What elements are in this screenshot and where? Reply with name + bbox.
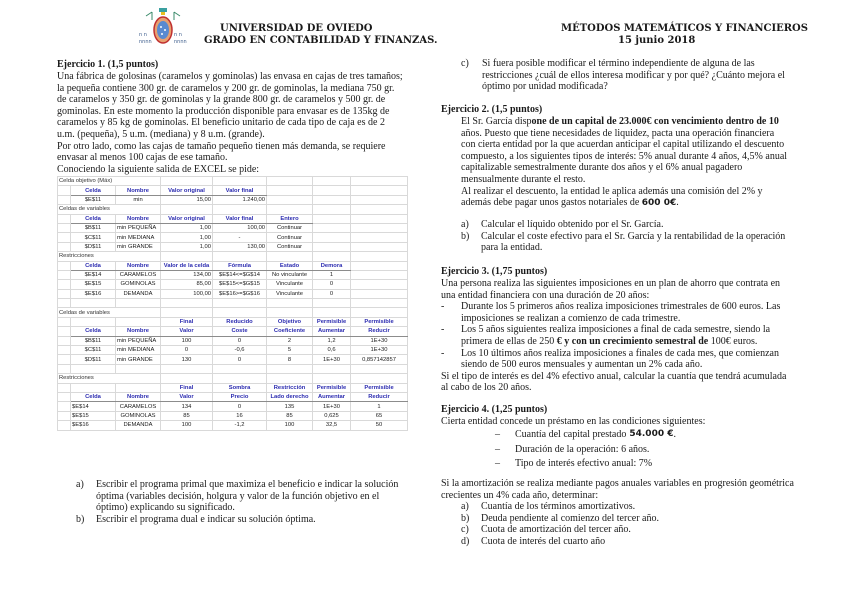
table-cell: 1: [351, 402, 408, 411]
table-cell: Lado derecho: [267, 392, 313, 401]
table-cell: Nombre: [116, 214, 161, 223]
table-cell: [351, 195, 408, 204]
table-cell: CARAMELOS: [116, 270, 161, 279]
table-header-row: [58, 186, 408, 195]
table-cell: $C$11: [71, 346, 116, 355]
table-cell: Precio: [213, 392, 267, 401]
table-cell: [58, 346, 71, 355]
table-cell: Continuar: [267, 242, 313, 251]
table-cell: [351, 308, 408, 317]
table-cell: [58, 402, 71, 411]
table-cell: Celda: [71, 261, 116, 270]
table-cell: $D$11: [71, 355, 116, 364]
table-cell: 135: [267, 402, 313, 411]
exercise-3-title: Ejercicio 3. (1,75 puntos): [441, 266, 548, 277]
table-cell: 15,00: [161, 195, 213, 204]
table-cell: 130: [161, 355, 213, 364]
table-cell: 0,625: [313, 411, 351, 420]
table-cell: Final: [161, 317, 213, 326]
table-cell: [71, 364, 116, 373]
table-cell: [58, 364, 71, 373]
table-cell: DEMANDA: [116, 421, 161, 430]
table-cell: $E$16: [71, 289, 116, 298]
question-item: b) Deuda pendiente al comienzo del tercer año.: [461, 512, 659, 524]
table-cell: -: [213, 233, 267, 242]
table-cell: 1.240,00: [213, 195, 267, 204]
table-cell: Fórmula: [213, 261, 267, 270]
table-cell: [58, 355, 71, 364]
table-cell: Aumentar: [313, 392, 351, 401]
table-cell: [213, 252, 267, 261]
table-cell: min: [116, 195, 161, 204]
question-item: b) Escribir el programa dual e indicar su solución óptima.: [76, 513, 316, 525]
table-cell: GOMINOLAS: [116, 280, 161, 289]
table-row: [58, 195, 408, 204]
table-header-row: [58, 383, 408, 392]
table-cell: min MEDIANA: [116, 346, 161, 355]
table-cell: Valor final: [213, 186, 267, 195]
table-row: [58, 421, 408, 430]
table-cell: min PEQUEÑA: [116, 336, 161, 345]
question-item: b) Calcular el coste efectivo para el Sr. García y la rentabilidad de la operación para la entidad.: [461, 230, 786, 254]
table-cell: [161, 252, 213, 261]
table-cell: [58, 317, 71, 326]
table-header-row: [58, 327, 408, 336]
table-cell: [351, 233, 408, 242]
table-cell: 100: [267, 421, 313, 430]
exercise-1-questions: [76, 479, 416, 525]
table-cell: 134,00: [161, 270, 213, 279]
exercise-1-statement: Una fábrica de golosinas (caramelos y gominolas) las envasa en cajas de tres tamaños; la pequeña contiene 300 gr. de caramelos y 200 gr. de gominolas, la mediana 750 gr. de caramelos y 350 gr. de gominolas y la grande 800 gr. de caramelos y 500 gr. de gominolas. En este momento la producción disponible para envasar es de 135kg de caramelos y 85 kg de gominolas. El beneficio unitario de cada tipo de caja es de 2 u.m. (pequeña), 5 u.m. (mediana) y 8 u.m. (grande). Por otro lado, como las cajas de tamaño pequeño tienen más demanda, se requiere envasar al menos 100 cajas de ese tamaño. Conociendo la siguiente salida de EXCEL se pide:: [57, 71, 403, 175]
table-cell: Celda: [71, 392, 116, 401]
exercise-3-statement: Una persona realiza las siguientes imposiciones en un plan de ahorro que contrata en una entidad financiera con una duración de 20 años: - Durante los 5 primeros años realiza imposiciones trimestrales de 600 euros. Las imposiciones se realizan a comienzo de cada trimestre. - Los 5 años siguientes realiza imposiciones a final de cada semestre, siendo la primera de ellas de 250 € y con un crecimiento semestral de 100€ euros. - Los 10 últimos años realiza imposiciones a finales de cada mes, que comienzan siendo de 500 euros mensuales y aumentan un 2% cada año. Si el tipo de interés es del 4% efectivo anual, calcular la cuantía que tendrá acumulada al cabo de los 20 años.: [441, 278, 787, 394]
table-cell: 100,00: [161, 289, 213, 298]
table-cell: Aumentar: [313, 327, 351, 336]
table-cell: Final: [161, 383, 213, 392]
course-name: MÉTODOS MATEMÁTICOS Y FINANCIEROS: [561, 23, 808, 34]
table-cell: $B$11: [71, 223, 116, 232]
table-row: [58, 242, 408, 251]
table-cell: [58, 186, 71, 195]
svg-text:n n: n n: [139, 32, 147, 38]
question-item: a) Calcular el líquido obtenido por el Sr. García.: [461, 219, 664, 230]
exercise-4-intro: Cierta entidad concede un préstamo en las condiciones siguientes:: [441, 416, 706, 427]
table-cell: 0: [213, 355, 267, 364]
table-cell: 5: [267, 346, 313, 355]
table-cell: [351, 299, 408, 308]
table-cell: Estado: [267, 261, 313, 270]
table-cell: $E$15: [71, 280, 116, 289]
table-cell: Celdas de variables: [58, 308, 161, 317]
question-item: c) Cuota de amortización del tercer año.: [461, 524, 631, 536]
exercise-2-title: Ejercicio 2. (1,5 puntos): [441, 104, 543, 115]
table-cell: Nombre: [116, 392, 161, 401]
exercise-4-statement: Si la amortización se realiza mediante pagos anuales variables en progresión geométrica crecientes un 4% cada año, determinar:: [441, 478, 794, 501]
table-cell: [313, 364, 351, 373]
table-cell: -1,2: [213, 421, 267, 430]
table-cell: Permisible: [351, 317, 408, 326]
table-cell: [351, 223, 408, 232]
table-cell: [58, 392, 71, 401]
table-cell: [313, 195, 351, 204]
table-cell: -0,6: [213, 346, 267, 355]
table-header-row: [58, 317, 408, 326]
table-cell: $E$15<=$G$15: [213, 280, 267, 289]
table-cell: 16: [213, 411, 267, 420]
table-row: [58, 355, 408, 364]
question-item: a) Cuantía de los términos amortizativos.: [461, 501, 636, 512]
table-cell: [267, 177, 313, 186]
table-cell: [161, 177, 213, 186]
table-cell: [351, 205, 408, 214]
table-row: [58, 280, 408, 289]
table-cell: 85,00: [161, 280, 213, 289]
table-cell: $E$11: [71, 195, 116, 204]
table-row: [58, 289, 408, 298]
table-cell: [313, 223, 351, 232]
table-cell: 0: [313, 289, 351, 298]
question-item: a) Escribir el programa primal que maximiza el beneficio e indicar la solución óptima (variables decisión, holgura y valor de la función objetivo en el óptimo) explicando su significado.: [76, 479, 399, 514]
table-cell: [71, 317, 116, 326]
table-cell: [58, 280, 71, 289]
table-cell: Continuar: [267, 223, 313, 232]
table-cell: min MEDIANA: [116, 233, 161, 242]
table-cell: $E$14: [71, 402, 116, 411]
table-cell: 1E+30: [313, 355, 351, 364]
table-cell: [351, 364, 408, 373]
table-cell: 0: [213, 336, 267, 345]
svg-text:nnnn: nnnn: [139, 39, 152, 45]
table-cell: [213, 364, 267, 373]
table-cell: [351, 270, 408, 279]
table-cell: min GRANDE: [116, 242, 161, 251]
table-cell: [313, 214, 351, 223]
table-cell: [313, 205, 351, 214]
table-cell: [313, 186, 351, 195]
table-cell: Sombra: [213, 383, 267, 392]
table-cell: [267, 186, 313, 195]
table-cell: 134: [161, 402, 213, 411]
table-cell: GOMINOLAS: [116, 411, 161, 420]
table-cell: [351, 261, 408, 270]
table-row: [58, 346, 408, 355]
table-cell: 1E+30: [351, 346, 408, 355]
table-cell: [267, 374, 313, 383]
question-item: d) Cuota de interés del cuarto año: [461, 535, 606, 547]
exercise-4-conditions: – Cuantía del capital prestado 54.000 € . – Duración de la operación: 6 años. – Tipo de interés efectivo anual: 7%: [495, 429, 676, 470]
table-cell: [58, 195, 71, 204]
table-header-row: [58, 392, 408, 401]
table-cell: [351, 252, 408, 261]
table-cell: [213, 374, 267, 383]
table-cell: [58, 421, 71, 430]
table-cell: Valor original: [161, 214, 213, 223]
table-cell: [313, 308, 351, 317]
table-cell: 8: [267, 355, 313, 364]
table-row: [58, 411, 408, 420]
table-cell: [351, 186, 408, 195]
table-cell: [58, 214, 71, 223]
table-cell: [351, 242, 408, 251]
table-cell: 0,857142857: [351, 355, 408, 364]
table-cell: [58, 336, 71, 345]
table-cell: [58, 223, 71, 232]
table-cell: [58, 270, 71, 279]
table-cell: [116, 317, 161, 326]
table-cell: [58, 299, 71, 308]
table-cell: [161, 205, 213, 214]
table-cell: $E$16>=$G$16: [213, 289, 267, 298]
table-cell: Nombre: [116, 186, 161, 195]
svg-text:n n: n n: [174, 32, 182, 38]
table-cell: 1E+30: [313, 402, 351, 411]
table-cell: Vinculante: [267, 289, 313, 298]
table-cell: [267, 252, 313, 261]
table-cell: 1,00: [161, 223, 213, 232]
table-cell: [351, 214, 408, 223]
table-cell: [267, 308, 313, 317]
table-header-row: [58, 261, 408, 270]
degree-name: GRADO EN CONTABILIDAD Y FINANZAS.: [204, 35, 438, 46]
table-cell: Nombre: [116, 261, 161, 270]
table-cell: 65: [351, 411, 408, 420]
table-cell: Demora: [313, 261, 351, 270]
table-cell: 0,6: [313, 346, 351, 355]
exercise-4-questions: [461, 501, 801, 547]
table-cell: 85: [161, 411, 213, 420]
table-cell: 1,2: [313, 336, 351, 345]
svg-text:nnnn: nnnn: [174, 39, 187, 45]
table-cell: 1: [313, 270, 351, 279]
table-cell: 1,00: [161, 233, 213, 242]
table-cell: Reducir: [351, 327, 408, 336]
table-cell: [351, 280, 408, 289]
table-cell: 2: [267, 336, 313, 345]
table-cell: [313, 177, 351, 186]
table-cell: Nombre: [116, 327, 161, 336]
table-cell: Coeficiente: [267, 327, 313, 336]
exercise-1-question-c: c) Si fuera posible modificar el término independiente de alguna de las restricciones ¿cuál de ellos interesa modificar y por qué? ¿Cuánto mejora el óptimo por unidad modificada?: [461, 58, 785, 93]
table-cell: Celdas de variables: [58, 205, 161, 214]
table-header-row: [58, 214, 408, 223]
table-cell: Reducir: [351, 392, 408, 401]
university-name: UNIVERSIDAD DE OVIEDO: [220, 23, 373, 34]
table-cell: Valor de la celda: [161, 261, 213, 270]
table-cell: CARAMELOS: [116, 402, 161, 411]
table-cell: [313, 299, 351, 308]
table-cell: [213, 299, 267, 308]
table-cell: [267, 299, 313, 308]
table-cell: 100,00: [213, 223, 267, 232]
table-cell: [161, 364, 213, 373]
table-cell: [58, 289, 71, 298]
table-cell: DEMANDA: [116, 289, 161, 298]
table-cell: [58, 411, 71, 420]
table-cell: Permisible: [313, 383, 351, 392]
table-cell: [116, 299, 161, 308]
table-cell: 1,00: [161, 242, 213, 251]
table-cell: 100: [161, 421, 213, 430]
table-cell: 0: [213, 402, 267, 411]
table-cell: Permisible: [313, 317, 351, 326]
table-cell: $D$11: [71, 242, 116, 251]
table-row: [58, 402, 408, 411]
table-cell: [71, 383, 116, 392]
university-crest-icon: [138, 6, 188, 46]
table-cell: Valor final: [213, 214, 267, 223]
table-cell: Entero: [267, 214, 313, 223]
table-cell: Restricción: [267, 383, 313, 392]
exercise-2-statement: El Sr. García dispone de un capital de 23.000€ con vencimiento dentro de 10 años. Puesto que tiene necesidades de liquidez, pacta una operación financiera con cierta entidad por la que acuerdan anticipar el capital utilizando el descuento compuesto, a los siguientes tipos de interés: 5% anual durante 4 años, 4,5% anual capitalizable semestralmente durante dos años y el 6% anual pagadero mensualmente durante el resto. Al realizar el descuento, la entidad le aplica además una comisión del 2% y además debe pagar unos gastos notariales de 600 0€.: [461, 116, 788, 209]
table-cell: Coste: [213, 327, 267, 336]
table-cell: [58, 233, 71, 242]
table-cell: Valor original: [161, 186, 213, 195]
exercise-2-questions: [461, 219, 821, 254]
table-cell: [116, 383, 161, 392]
table-row: [58, 270, 408, 279]
table-cell: No vinculante: [267, 270, 313, 279]
table-cell: Celda: [71, 327, 116, 336]
table-cell: Restricciones: [58, 374, 161, 383]
table-cell: [58, 261, 71, 270]
table-cell: [213, 205, 267, 214]
table-cell: Celda: [71, 186, 116, 195]
table-cell: Valor: [161, 327, 213, 336]
table-cell: $C$11: [71, 233, 116, 242]
table-cell: [351, 289, 408, 298]
table-cell: 32,5: [313, 421, 351, 430]
table-cell: $E$14: [71, 270, 116, 279]
table-cell: 100: [161, 336, 213, 345]
table-row: [58, 233, 408, 242]
table-cell: [351, 374, 408, 383]
table-cell: Vinculante: [267, 280, 313, 289]
table-cell: min GRANDE: [116, 355, 161, 364]
table-cell: $E$16: [71, 421, 116, 430]
table-cell: 50: [351, 421, 408, 430]
table-cell: [58, 327, 71, 336]
table-cell: Celda objetivo (Máx): [58, 177, 161, 186]
table-cell: 1E+30: [351, 336, 408, 345]
table-cell: [267, 364, 313, 373]
table-cell: [213, 308, 267, 317]
table-cell: [58, 383, 71, 392]
table-cell: 85: [267, 411, 313, 420]
table-cell: [267, 205, 313, 214]
table-cell: $E$15: [71, 411, 116, 420]
table-cell: 130,00: [213, 242, 267, 251]
table-cell: Permisible: [351, 383, 408, 392]
table-cell: [267, 195, 313, 204]
table-cell: Continuar: [267, 233, 313, 242]
table-row: [58, 336, 408, 345]
table-cell: min PEQUEÑA: [116, 223, 161, 232]
table-cell: Reducido: [213, 317, 267, 326]
table-cell: $B$11: [71, 336, 116, 345]
table-cell: [313, 252, 351, 261]
table-cell: [213, 177, 267, 186]
table-cell: [71, 299, 116, 308]
table-cell: [313, 374, 351, 383]
table-cell: Celda: [71, 214, 116, 223]
table-cell: [116, 364, 161, 373]
excel-solver-report: [57, 176, 408, 431]
table-cell: [313, 242, 351, 251]
table-cell: Valor: [161, 392, 213, 401]
table-row: [58, 223, 408, 232]
table-cell: Objetivo: [267, 317, 313, 326]
table-cell: 0: [161, 346, 213, 355]
table-cell: Restricciones: [58, 252, 161, 261]
exam-date: 15 junio 2018: [618, 35, 696, 46]
table-cell: [161, 299, 213, 308]
exercise-1-title: Ejercicio 1. (1,5 puntos): [57, 59, 159, 70]
table-cell: [313, 233, 351, 242]
exercise-4-title: Ejercicio 4. (1,25 puntos): [441, 404, 548, 415]
table-cell: [161, 308, 213, 317]
table-cell: [351, 177, 408, 186]
table-cell: 0: [313, 280, 351, 289]
table-cell: $E$14<=$G$14: [213, 270, 267, 279]
table-cell: [161, 374, 213, 383]
table-cell: [58, 242, 71, 251]
